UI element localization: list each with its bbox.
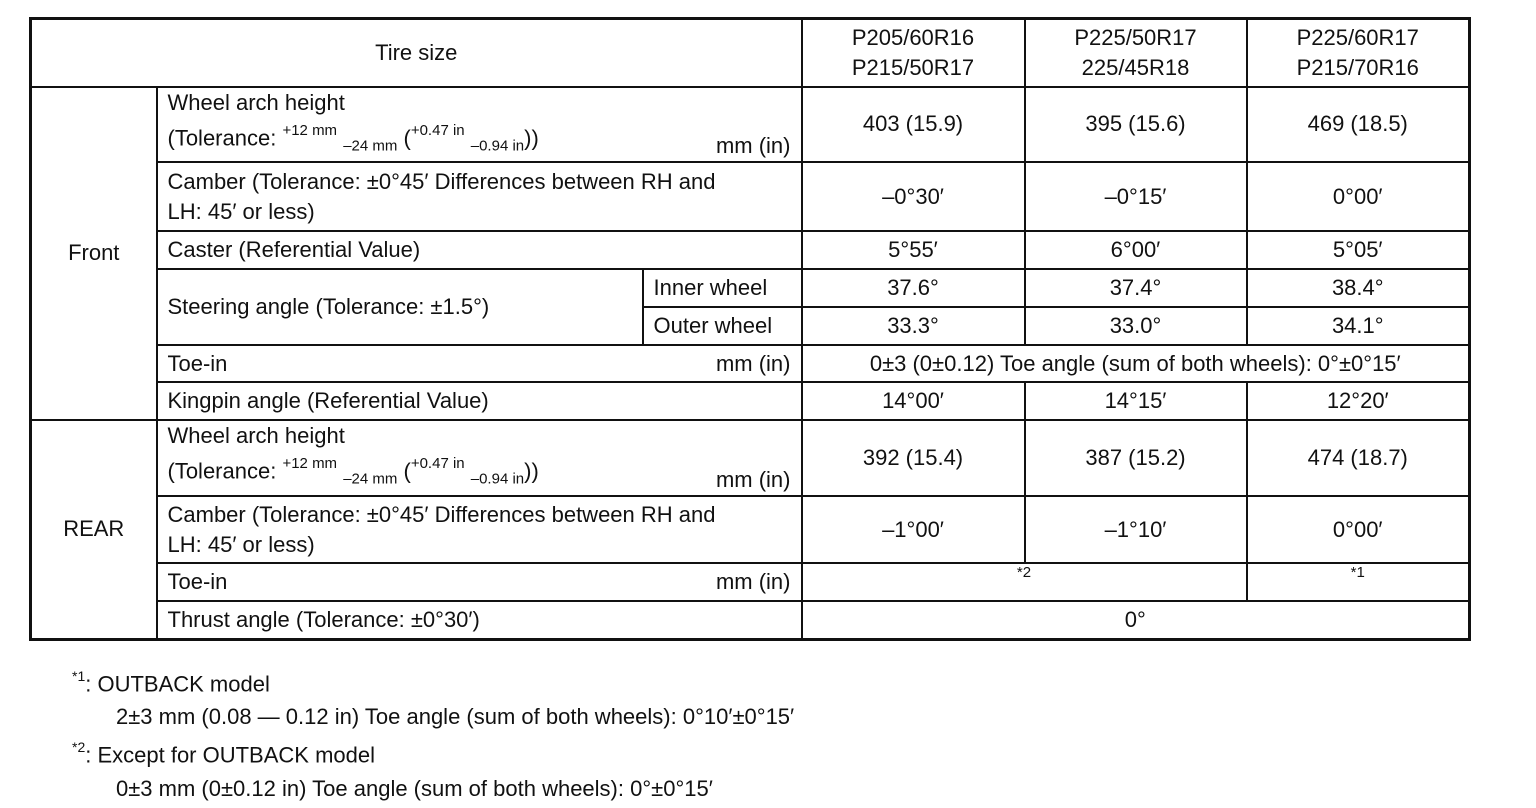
footnotes: [72, 662, 794, 805]
tolerance-close: )): [524, 458, 539, 484]
value-cell: 403 (15.9): [802, 87, 1025, 163]
tolerance-paren: (: [397, 458, 411, 484]
value-cell: 6°00′: [1025, 231, 1247, 269]
tolerance-text: [168, 118, 539, 162]
value-cell: –0°15′: [1025, 162, 1247, 231]
column-header-line: P225/60R17: [1296, 24, 1419, 50]
value-cell: 474 (18.7): [1247, 420, 1470, 496]
value-cell: 0°00′: [1247, 496, 1470, 563]
table-row: [31, 382, 1470, 420]
row-label-line: Wheel arch height: [167, 89, 345, 115]
column-header-line: P215/50R17: [851, 54, 975, 80]
row-label-line: LH: 45′ or less): [167, 198, 315, 224]
table-row: [31, 563, 1470, 601]
row-label-line: [168, 349, 791, 379]
footnote: [72, 662, 794, 700]
tolerance-paren: (: [397, 124, 411, 150]
row-label-line: [168, 567, 791, 597]
unit-label: mm (in): [715, 569, 791, 595]
value-cell: –1°10′: [1025, 496, 1247, 563]
tolerance-in-plus: +0.47 in: [410, 121, 465, 139]
column-header-line: 225/45R18: [1081, 54, 1190, 80]
footnote-detail: 0±3 mm (0±0.12 in) Toe angle (sum of both wheels): 0°±0°15′: [116, 775, 713, 801]
footnote-marker: *1: [72, 668, 86, 684]
tire-size-label: Tire size: [31, 19, 802, 87]
kingpin-angle-label: Kingpin angle (Referential Value): [157, 382, 802, 420]
footnote-title: : OUTBACK model: [85, 671, 270, 697]
tolerance-minus: –24 mm: [343, 471, 398, 489]
front-toe-in-label: [157, 345, 802, 382]
steering-angle-label: Steering angle (Tolerance: ±1.5°): [157, 269, 643, 345]
rear-toe-in-note-ref: [1247, 563, 1470, 601]
table-row: [31, 601, 1470, 639]
value-cell: 12°20′: [1247, 382, 1470, 420]
rear-wheel-arch-label: [157, 420, 802, 496]
value-cell: 33.0°: [1025, 307, 1247, 345]
column-header-line: P225/50R17: [1074, 24, 1197, 50]
front-wheel-arch-label: [157, 87, 802, 163]
table-row: [31, 345, 1470, 382]
tolerance-plus: +12 mm: [282, 121, 338, 139]
value-cell: 38.4°: [1247, 269, 1470, 307]
value-cell: 14°00′: [802, 382, 1025, 420]
row-label-line: [168, 451, 791, 495]
table-row: [31, 87, 1470, 163]
tolerance-close: )): [524, 124, 539, 150]
thrust-angle-label: Thrust angle (Tolerance: ±0°30′): [157, 601, 802, 639]
rear-camber-label: [157, 496, 802, 563]
front-camber-label: [157, 162, 802, 231]
column-header: [1247, 19, 1470, 87]
table-row: [31, 231, 1470, 269]
tolerance-prefix: (Tolerance:: [167, 458, 283, 484]
footnote-marker: *2: [72, 739, 86, 756]
value-cell: 14°15′: [1025, 382, 1247, 420]
tolerance-in-minus: –0.94 in: [470, 137, 525, 155]
tolerance-text: [168, 451, 539, 495]
value-cell: 37.4°: [1025, 269, 1247, 307]
toe-in-text: Toe-in: [167, 569, 228, 595]
row-label-line: Camber (Tolerance: ±0°45′ Differences between RH and: [167, 501, 716, 527]
rear-toe-in-note-ref: [802, 563, 1247, 601]
table-row: [31, 269, 1470, 307]
value-cell: 469 (18.5): [1247, 87, 1470, 163]
footnote-ref: *1: [1350, 564, 1365, 582]
value-cell: 0°00′: [1247, 162, 1470, 231]
footnote-title: : Except for OUTBACK model: [85, 742, 375, 768]
front-toe-in-value: 0±3 (0±0.12) Toe angle (sum of both wheels): 0°±0°15′: [802, 345, 1470, 382]
table-row: [31, 420, 1470, 496]
unit-label: mm (in): [715, 133, 791, 159]
value-cell: 5°55′: [802, 231, 1025, 269]
toe-in-text: Toe-in: [167, 350, 228, 376]
tolerance-prefix: (Tolerance:: [167, 124, 283, 150]
rear-section-label: REAR: [31, 420, 157, 639]
value-cell: –1°00′: [802, 496, 1025, 563]
row-label-line: LH: 45′ or less): [167, 531, 315, 557]
value-cell: 392 (15.4): [802, 420, 1025, 496]
value-cell: –0°30′: [802, 162, 1025, 231]
tolerance-plus: +12 mm: [282, 455, 338, 473]
column-header-line: P215/70R16: [1296, 54, 1419, 80]
value-cell: 37.6°: [802, 269, 1025, 307]
unit-label: mm (in): [715, 467, 791, 493]
table-row: [31, 162, 1470, 231]
column-header: [802, 19, 1025, 87]
tolerance-minus: –24 mm: [343, 137, 398, 155]
thrust-angle-value: 0°: [802, 601, 1470, 639]
front-section-label: Front: [31, 87, 157, 421]
value-cell: 33.3°: [802, 307, 1025, 345]
value-cell: 34.1°: [1247, 307, 1470, 345]
alignment-spec-table: [29, 17, 1471, 641]
column-header: [1025, 19, 1247, 87]
value-cell: 5°05′: [1247, 231, 1470, 269]
row-label-line: Wheel arch height: [167, 423, 345, 449]
tolerance-in-minus: –0.94 in: [470, 471, 525, 489]
column-header-line: P205/60R16: [851, 24, 975, 50]
tolerance-in-plus: +0.47 in: [410, 455, 465, 473]
header-row: [31, 19, 1470, 87]
value-cell: 387 (15.2): [1025, 420, 1247, 496]
footnote-ref: *2: [1016, 564, 1032, 582]
footnote: [72, 733, 794, 771]
outer-wheel-label: Outer wheel: [643, 307, 802, 345]
value-cell: 395 (15.6): [1025, 87, 1247, 163]
unit-label: mm (in): [715, 350, 791, 376]
row-label-line: Camber (Tolerance: ±0°45′ Differences between RH and: [167, 168, 716, 194]
front-caster-label: Caster (Referential Value): [157, 231, 802, 269]
footnote-detail: 2±3 mm (0.08 — 0.12 in) Toe angle (sum of both wheels): 0°10′±0°15′: [116, 704, 795, 730]
row-label-line: [168, 118, 791, 162]
rear-toe-in-label: [157, 563, 802, 601]
table-row: [31, 496, 1470, 563]
inner-wheel-label: Inner wheel: [643, 269, 802, 307]
